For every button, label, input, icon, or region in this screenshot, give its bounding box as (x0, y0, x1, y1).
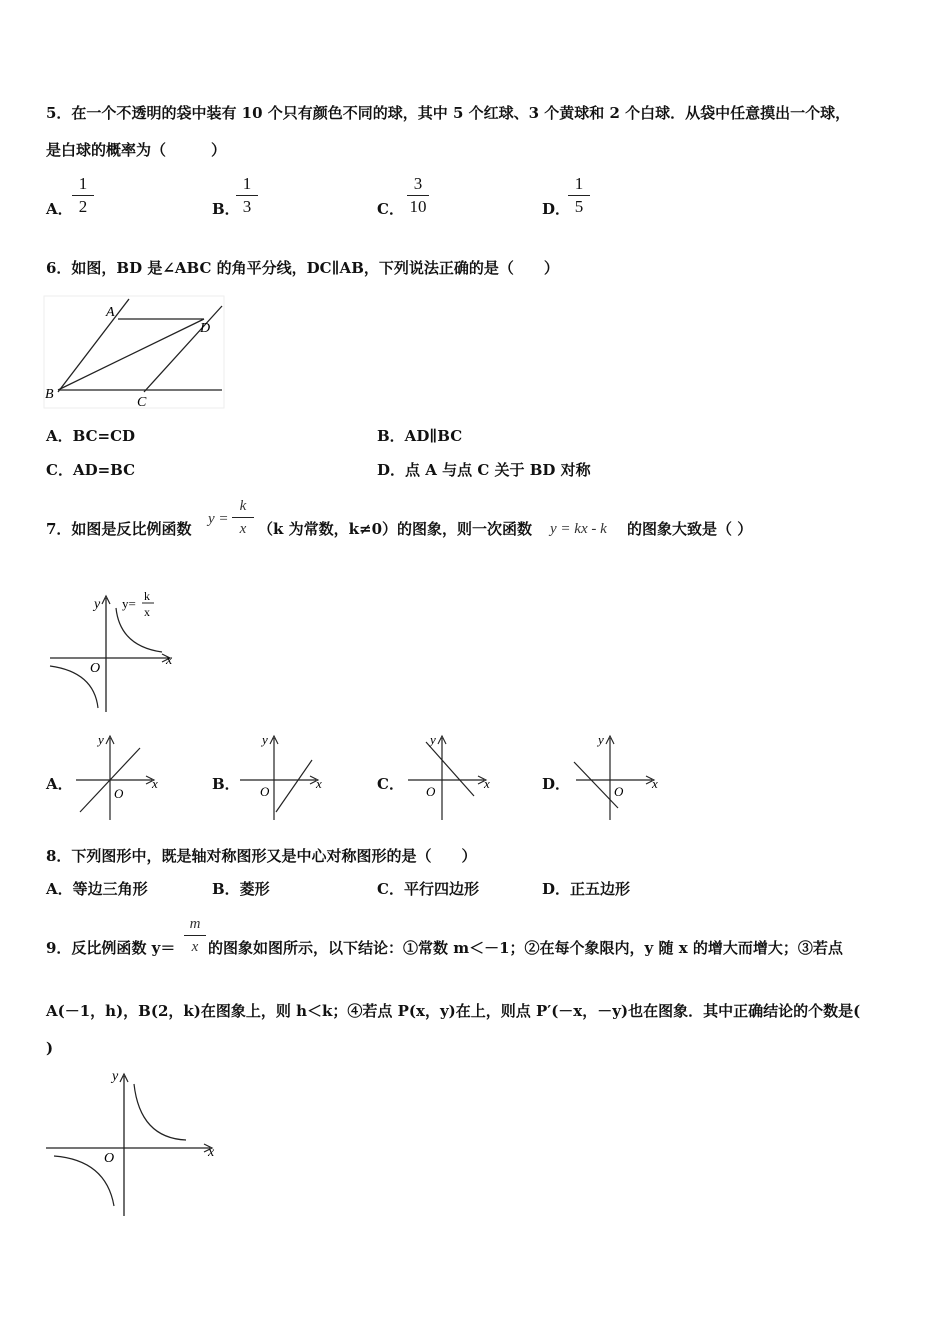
q9-formula-fraction: m x (180, 914, 210, 957)
q7c-y: y (430, 732, 436, 747)
q7d-o: O (614, 784, 624, 799)
q9-fig-origin-label: O (104, 1151, 115, 1166)
q9-stem-line3: ) (46, 1039, 54, 1057)
q6-label-b: B (45, 387, 54, 402)
q7d-y: y (598, 732, 604, 747)
q6-option-a: A．BC=CD (46, 427, 136, 445)
q7-formula-fraction: k x (228, 496, 258, 539)
q5-stem-line2: 是白球的概率为（ ） (46, 141, 227, 159)
q7-option-c-graph (404, 732, 496, 822)
q7-option-a-label: A． (46, 775, 73, 793)
q7-option-a-graph (72, 732, 164, 822)
q7d-x: x (652, 776, 658, 791)
q8-option-b: B．菱形 (212, 880, 270, 898)
q7-option-d-graph (572, 732, 664, 822)
q7c-x: x (484, 776, 490, 791)
q7a-y: y (98, 732, 104, 747)
q6-option-b: B．AD∥BC (377, 427, 463, 445)
q7a-x: x (152, 776, 158, 791)
q7-stem-after: 的图象大致是（ ） (627, 520, 753, 538)
q9-stem-line2: A(－1，h)，B(2，k)在图象上，则 h＜k；④若点 P(x，y)在上，则点 P′(－x，－y)也在图象．其中正确结论的个数是( (46, 1002, 861, 1020)
q9-stem-before: 9．反比例函数 y＝ (46, 939, 176, 957)
q7-fig-y-label: y (94, 597, 101, 612)
q5-option-a-label: A． (46, 200, 73, 218)
q6-option-c: C．AD=BC (46, 461, 136, 479)
q5-option-c-label: C． (377, 200, 404, 218)
q7-linear-formula: y = kx - k (550, 521, 607, 537)
q5-stem-line1: 5．在一个不透明的袋中装有 10 个只有颜色不同的球，其中 5 个红球、3 个黄球和 2 个白球．从袋中任意摸出一个球， (46, 104, 851, 122)
q7b-x: x (316, 776, 322, 791)
q9-fig-y-label: y (112, 1069, 119, 1084)
q7b-o: O (260, 784, 270, 799)
q7-option-d-label: D． (542, 775, 571, 793)
q7-option-c-label: C． (377, 775, 404, 793)
q8-option-c: C．平行四边形 (377, 880, 479, 898)
q7a-o: O (114, 786, 124, 801)
q8-option-d: D．正五边形 (542, 880, 631, 898)
q5-option-a-fraction: 1 2 (68, 174, 98, 217)
q7b-y: y (262, 732, 268, 747)
q7-hyperbola-figure (46, 588, 186, 714)
q7-stem-before: 7．如图是反比例函数 (46, 520, 192, 538)
q7-stem-middle: （k 为常数，k≠0）的图象，则一次函数 (258, 520, 533, 538)
q9-fig-x-label: x (208, 1145, 215, 1160)
q8-stem: 8．下列图形中，既是轴对称图形又是中心对称图形的是（ ） (46, 847, 477, 865)
q5-option-d-fraction: 1 5 (564, 174, 594, 217)
q7-fig-curve-num: k (144, 589, 150, 603)
q7-fig-x-label: x (166, 653, 173, 668)
q7-fig-curve-label: y= (122, 596, 136, 611)
q5-option-b-label: B． (212, 200, 240, 218)
q7-fig-origin-label: O (90, 661, 101, 676)
q6-label-a: A (106, 305, 115, 320)
q6-parallelogram-figure (44, 296, 226, 410)
q7-formula-left: y = (208, 511, 229, 527)
q9-stem-after: 的图象如图所示，以下结论：①常数 m＜－1；②在每个象限内，y 随 x 的增大而增大；③若点 (208, 939, 843, 957)
q7c-o: O (426, 784, 436, 799)
q7-option-b-label: B． (212, 775, 240, 793)
q6-stem: 6．如图，BD 是∠ABC 的角平分线，DC∥AB，下列说法正确的是（ ） (46, 259, 559, 277)
q5-option-d-label: D． (542, 200, 571, 218)
q9-hyperbola-figure (44, 1066, 220, 1218)
q7-option-b-graph (236, 732, 328, 822)
q5-option-c-fraction: 3 10 (403, 174, 433, 217)
q8-option-a: A．等边三角形 (46, 880, 148, 898)
q6-option-d: D．点 A 与点 C 关于 BD 对称 (377, 461, 591, 479)
q7-fig-curve-den: x (144, 605, 150, 619)
q5-option-b-fraction: 1 3 (232, 174, 262, 217)
q6-label-c: C (137, 395, 147, 410)
q6-label-d: D (200, 321, 211, 336)
